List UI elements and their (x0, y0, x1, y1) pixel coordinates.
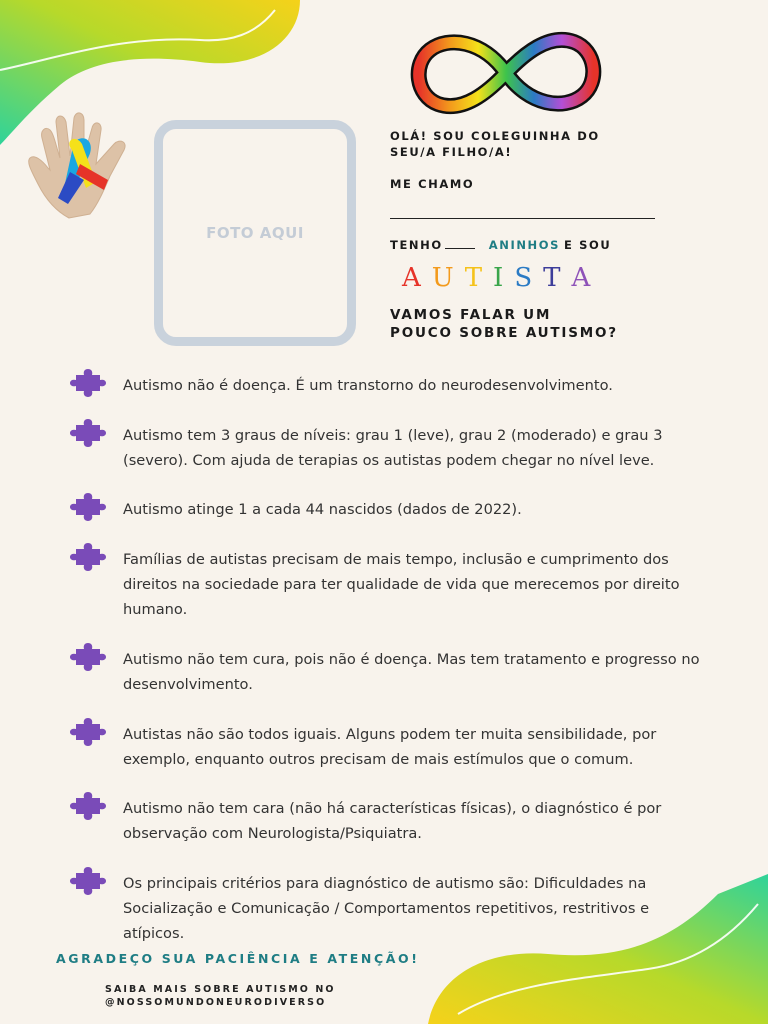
footer-line-2: @NOSSOMUNDONEURODIVERSO (105, 997, 327, 1008)
age-word: ANINHOS (488, 238, 561, 252)
puzzle-piece-icon (70, 369, 110, 397)
puzzle-piece-icon (70, 643, 110, 671)
footer-note (105, 983, 336, 1009)
fact-item (70, 373, 710, 398)
autista-rainbow-word (402, 263, 601, 293)
question-line-1: VAMOS FALAR UM (390, 307, 552, 323)
greeting-text (390, 128, 670, 160)
photo-placeholder-label: FOTO AQUI (206, 224, 304, 242)
footer-line-1: SAIBA MAIS SOBRE AUTISMO NO (105, 984, 336, 995)
fact-item (70, 497, 710, 522)
autista-letter: I (493, 263, 515, 293)
greeting-line-1: OLÁ! SOU COLEGUINHA DO (390, 129, 600, 143)
puzzle-piece-icon (70, 493, 110, 521)
age-blank-line (445, 239, 475, 249)
autista-letter: A (571, 263, 602, 293)
fact-text: Autismo tem 3 graus de níveis: grau 1 (leve), grau 2 (moderado) e grau 3 (severo). Com ajuda de terapias os autistas podem chegar no nível leve. (123, 427, 663, 469)
fact-item (70, 547, 710, 622)
autista-letter: U (431, 263, 465, 293)
name-label: ME CHAMO (390, 177, 475, 191)
puzzle-piece-icon (70, 792, 110, 820)
age-row (390, 237, 611, 253)
fact-text: Autistas não são todos iguais. Alguns podem ter muita sensibilidade, por exemplo, enquanto outros precisam de mais estímulos que o comum. (123, 726, 657, 768)
fact-text: Autismo atinge 1 a cada 44 nascidos (dados de 2022). (123, 501, 522, 518)
age-prefix: TENHO (390, 238, 443, 252)
puzzle-piece-icon (70, 543, 110, 571)
autista-letter: T (543, 263, 572, 293)
greeting-line-2: SEU/A FILHO/A! (390, 145, 513, 159)
age-suffix: E SOU (564, 238, 612, 252)
fact-text: Autismo não é doença. É um transtorno do neurodesenvolvimento. (123, 377, 613, 394)
fact-item (70, 423, 710, 473)
fact-item (70, 647, 710, 697)
autista-letter: S (514, 263, 544, 293)
rainbow-infinity-icon (408, 30, 604, 116)
autista-letter: A (402, 263, 432, 293)
fact-item (70, 722, 710, 772)
question-line-2: POUCO SOBRE AUTISMO? (390, 325, 618, 341)
fact-item (70, 871, 710, 946)
fact-text: Famílias de autistas precisam de mais tempo, inclusão e cumprimento dos direitos na sociedade para ter qualidade de vida que merecemos por direito humano. (123, 551, 680, 618)
fact-text: Os principais critérios para diagnóstico de autismo são: Dificuldades na Socialização e Comunicação / Comportamentos repetitivos, restritivos e atípicos. (123, 875, 650, 942)
name-blank-line (390, 218, 655, 219)
fact-text: Autismo não tem cara (não há características físicas), o diagnóstico é por observação com Neurologista/Psiquiatra. (123, 800, 662, 842)
puzzle-piece-icon (70, 419, 110, 447)
puzzle-piece-icon (70, 718, 110, 746)
hand-with-awareness-ribbon-icon (24, 110, 142, 220)
autista-letter: T (464, 263, 494, 293)
photo-placeholder-frame (154, 120, 356, 346)
fact-text: Autismo não tem cura, pois não é doença. Mas tem tratamento e progresso no desenvolvimento. (123, 651, 700, 693)
fact-item (70, 796, 710, 846)
thanks-message: AGRADEÇO SUA PACIÊNCIA E ATENÇÃO! (56, 951, 420, 966)
puzzle-piece-icon (70, 867, 110, 895)
question-heading (390, 306, 680, 342)
